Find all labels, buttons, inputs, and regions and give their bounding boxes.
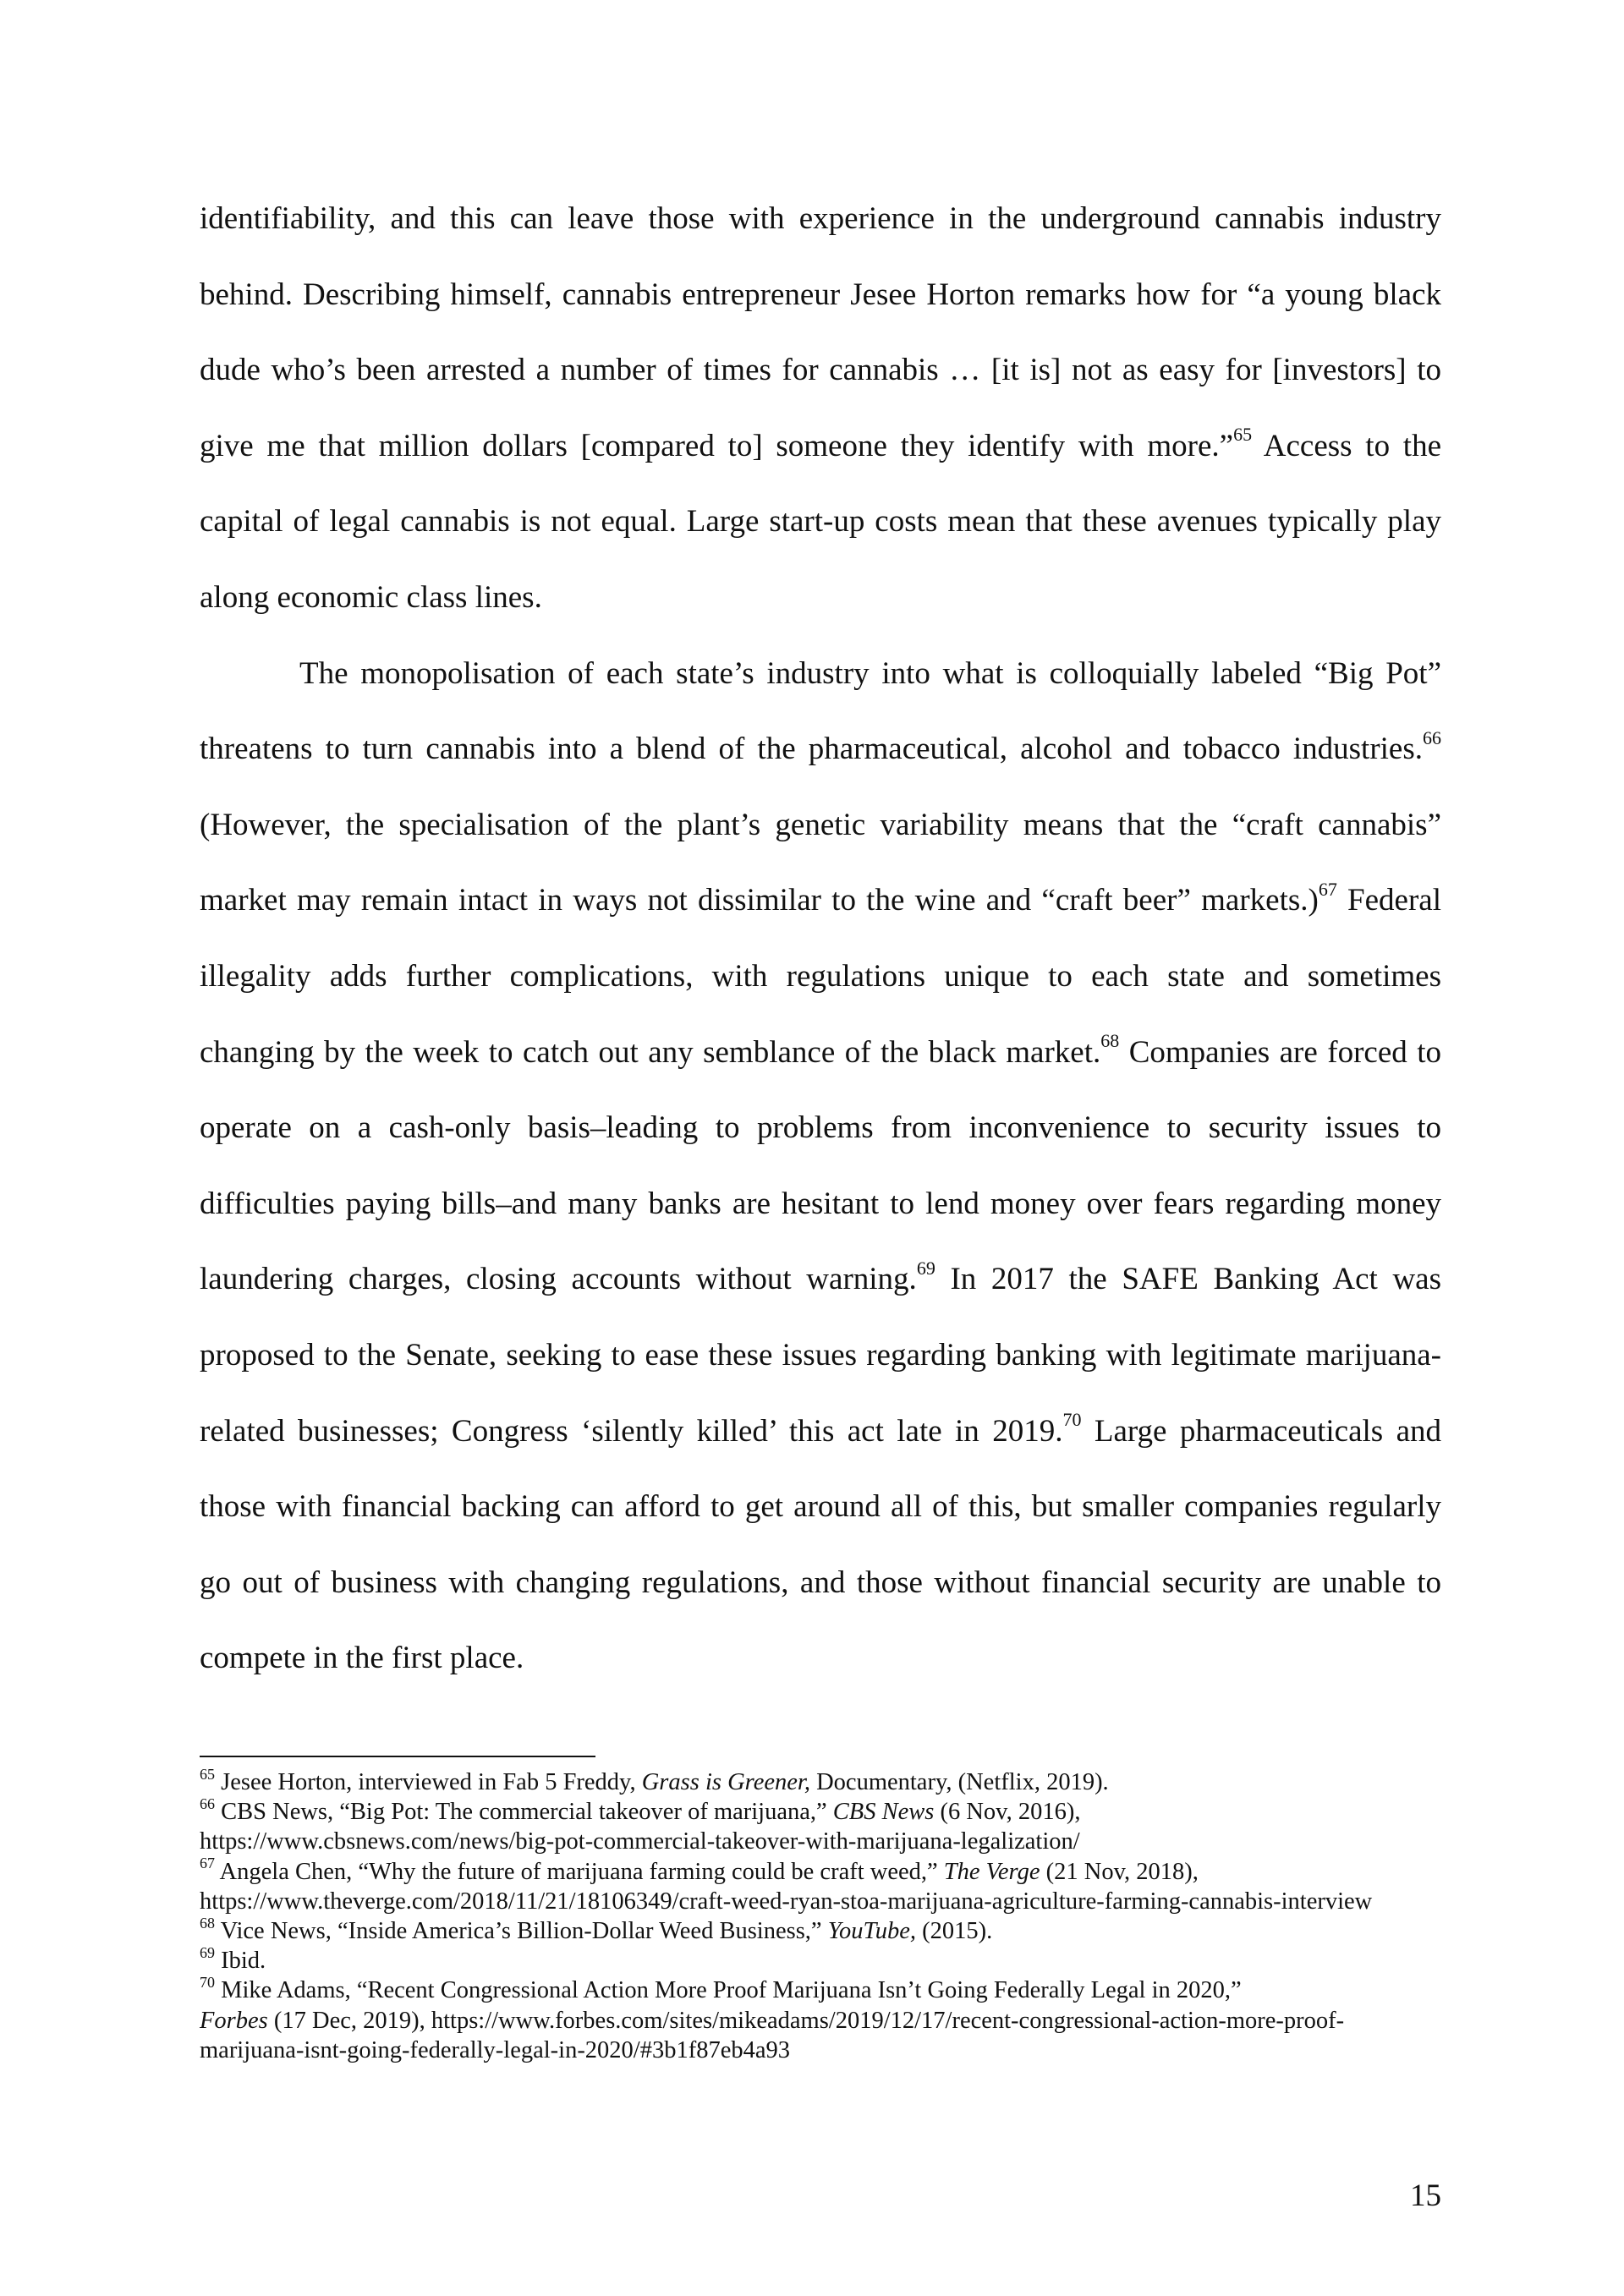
italic-title: Grass is Greener, xyxy=(641,1769,810,1795)
text-run: Large pharmaceuticals and those with financial backing can afford to get around all of this, but smaller companies regularly go out of business with changing regulations, and those without financial security are unable to compete in the first place. xyxy=(200,1413,1442,1676)
text-run: Federal illegality adds further complications, with regulations unique to each state and sometimes changing by the week to catch out any semblance of the black market. xyxy=(200,883,1441,1070)
text-run: Mike Adams, “Recent Congressional Action More Proof Marijuana Isn’t Going Federally Legal in 2020,” xyxy=(215,1977,1242,2004)
footnote-number: 68 xyxy=(200,1914,215,1932)
footnote xyxy=(200,1857,1441,1916)
text-run: Ibid. xyxy=(215,1948,266,1975)
text-run: https://www.cbsnews.com/news/big-pot-commercial-takeover-with-marijuana-legalization/ xyxy=(200,1828,1080,1855)
text-run: Companies are forced to operate on a cash-only basis–leading to problems from inconvenience to security issues to difficulties paying bills–and many banks are hesitant to lend money over fears regarding money laundering charges, closing accounts without warning. xyxy=(200,1034,1441,1297)
text-run: Angela Chen, “Why the future of marijuana farming could be craft weed,” xyxy=(215,1858,944,1885)
text-run: The monopolisation of each state’s industry into what is colloquially labeled “Big Pot” threatens to turn cannabis into a blend of the pharmaceutical, alcohol and tobacco industries. xyxy=(200,655,1441,767)
text-run: https://www.theverge.com/2018/11/21/18106349/craft-weed-ryan-stoa-marijuana-agriculture-farming-cannabis-interview xyxy=(200,1888,1373,1915)
text-run: Documentary, (Netflix, 2019). xyxy=(809,1769,1109,1795)
footnote xyxy=(200,1916,1441,1946)
italic-title: CBS News xyxy=(832,1799,935,1826)
footnote-separator xyxy=(200,1756,595,1757)
text-run: In 2017 the SAFE Banking Act was proposed to the Senate, seeking to ease these issues regarding banking with legitimate marijuana-related businesses; Congress ‘silently killed’ this act late in 2019. xyxy=(200,1262,1441,1449)
footnote-number: 70 xyxy=(200,1973,215,1991)
footnote-number: 66 xyxy=(200,1795,215,1812)
italic-title: YouTube, xyxy=(827,1918,917,1945)
paragraph xyxy=(200,636,1441,1696)
text-run: Jesee Horton, interviewed in Fab 5 Freddy, xyxy=(215,1769,642,1795)
text-run: (2015). xyxy=(916,1918,993,1945)
footnote xyxy=(200,1975,1441,2065)
footnote-reference: 67 xyxy=(1318,879,1337,901)
footnote xyxy=(200,1797,1441,1856)
footnote-reference: 68 xyxy=(1100,1030,1120,1052)
footnote-reference: 70 xyxy=(1062,1409,1082,1431)
body-text xyxy=(200,181,1441,1696)
text-run: (17 Dec, 2019), https://www.forbes.com/sites/mikeadams/2019/12/17/recent-congressional-action-more-proof-marijuana-isnt-going-federally-legal-in-2020/#3b1f87eb4a93 xyxy=(200,2007,1345,2063)
footnote-reference: 65 xyxy=(1233,424,1253,446)
footnote xyxy=(200,1943,1441,1975)
text-run: (However, the specialisation of the plant’s genetic variability means that the “craft cannabis” market may remain intact in ways not dissimilar to the wine and “craft beer” markets.) xyxy=(200,807,1441,918)
text-run: (21 Nov, 2018), xyxy=(1040,1858,1199,1885)
text-run: Access to the capital of legal cannabis is not equal. Large start-up costs mean that these avenues typically play along economic class lines. xyxy=(200,428,1442,615)
footnote-number: 69 xyxy=(200,1943,215,1961)
text-run: CBS News, “Big Pot: The commercial takeover of marijuana,” xyxy=(215,1799,833,1826)
text-run: Vice News, “Inside America’s Billion-Dollar Weed Business,” xyxy=(215,1918,828,1945)
text-run: (6 Nov, 2016), xyxy=(934,1799,1081,1826)
text-run: identifiability, and this can leave those with experience in the underground cannabis industry behind. Describing himself, cannabis entrepreneur Jesee Horton remarks how for “a young black dude who’s been arrested a number of times for cannabis … [it is] not as easy for [investors] to give me that million dollars [compared to] someone they identify with more.” xyxy=(200,201,1441,463)
footnote-reference: 69 xyxy=(916,1257,935,1279)
footnote-reference: 66 xyxy=(1423,726,1441,748)
page-number: 15 xyxy=(1410,2178,1441,2213)
footnote-number: 65 xyxy=(200,1765,215,1783)
italic-title: The Verge xyxy=(943,1858,1040,1885)
italic-title: Forbes xyxy=(200,2007,268,2034)
footnote-number: 67 xyxy=(200,1855,215,1872)
paragraph xyxy=(200,181,1441,636)
footnotes xyxy=(200,1767,1441,2065)
footnote xyxy=(200,1767,1441,1797)
